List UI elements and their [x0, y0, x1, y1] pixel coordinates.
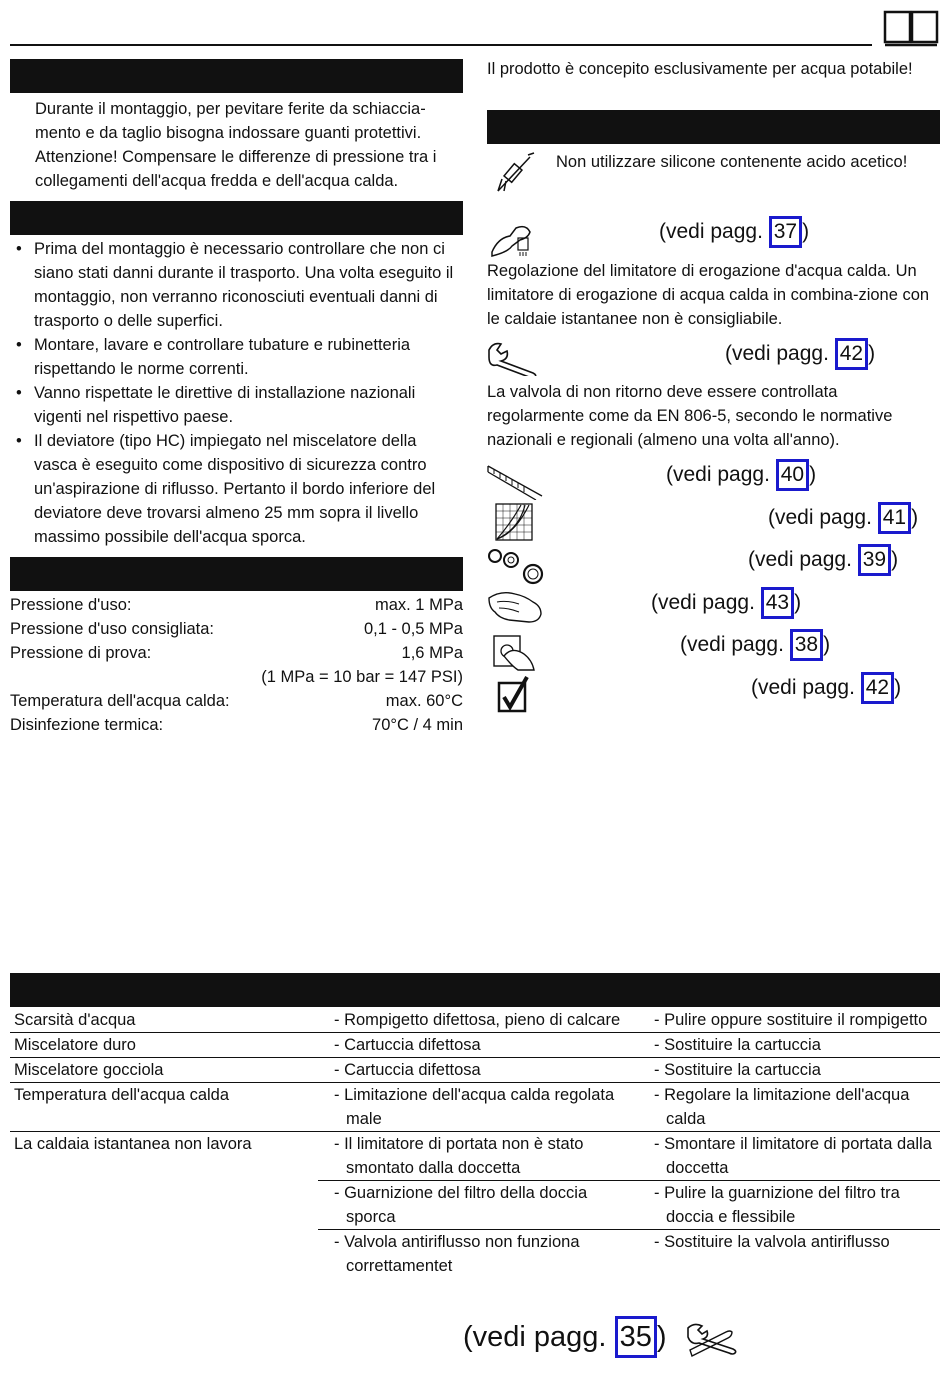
table-row: Temperatura dell'acqua calda - Limitazione dell'acqua calda regolata male - Regolare la limitazione dell'acqua calda: [10, 1083, 940, 1132]
spec-row: Pressione d'uso: max. 1 MPa: [10, 596, 463, 614]
page-link[interactable]: 41: [878, 502, 911, 534]
spec-row: (1 MPa = 10 bar = 147 PSI): [261, 668, 463, 686]
tools-icon: [684, 1320, 740, 1358]
checkbox-check-icon: [497, 675, 531, 713]
list-item: • Prima del montaggio è necessario controllare che non ci siano stati danni durante il trasporto. Una volta eseguito il montaggio, non verranno riconosciuti eventuali danni di trasporto o delle superfici.: [10, 237, 463, 333]
page-reference: (vedi pagg. 42 ): [751, 672, 901, 704]
table-row: - Valvola antiriflusso non funziona correttamentet - Sostituire la valvola antiriflusso: [334, 1233, 890, 1275]
spec-row: Temperatura dell'acqua calda: max. 60°C: [10, 692, 463, 710]
ruler-icon: [486, 460, 544, 500]
table-row: La caldaia istantanea non lavora - Il limitatore di portata non è stato smontato dalla doccetta - Smontare il limitatore di portata dalla doccetta: [10, 1132, 940, 1181]
table-row: Scarsità d'acqua - Rompigetto difettosa, pieno di calcare - Pulire oppure sostituire il rompigetto: [10, 1008, 940, 1033]
table-row: Miscelatore duro - Cartuccia difettosa - Sostituire la cartuccia: [10, 1033, 940, 1058]
list-item: • Vanno rispettate le direttive di installazione nazionali vigenti nel rispettivo paese.: [10, 381, 463, 429]
safety-text: Durante il montaggio, per pevitare ferite da schiaccia-mento e da taglio bisogna indossare guanti protettivi. Attenzione! Compensare le differenze di pressione tra i collegamenti dell'acqua fredda e dell'acqua calda.: [35, 100, 437, 190]
safety-heading-bar: [10, 59, 463, 93]
table-row: - Guarnizione del filtro della doccia sporca - Pulire la guarnizione del filtro tra doccia e flessibile: [10, 1181, 940, 1230]
open-book-icon: [883, 10, 939, 48]
flow-diagram-icon: [495, 503, 533, 541]
page-link[interactable]: 38: [790, 629, 823, 661]
page-link[interactable]: 40: [776, 459, 809, 491]
spec-row: Disinfezione termica: 70°C / 4 min: [10, 716, 463, 734]
specs-heading-bar: [10, 557, 463, 591]
cleaning-hand-icon: [487, 588, 545, 628]
wrench-icon: [487, 340, 543, 376]
page-reference: (vedi pagg. 40 ): [666, 459, 816, 491]
list-item: • Montare, lavare e controllare tubature e rubinetteria rispettando le norme correnti.: [10, 333, 463, 381]
spare-parts-icon: [487, 546, 545, 586]
spec-row: Pressione di prova: 1,6 MPa: [10, 644, 463, 662]
page-reference: (vedi pagg. 38 ): [680, 629, 830, 661]
hot-water-text: Regolazione del limitatore di erogazione d'acqua calda. Un limitatore di erogazione di acqua calda in combina-zione con le caldaie istantanee non è consigliabile.: [487, 262, 930, 328]
silicone-text: Non utilizzare silicone contenente acido acetico!: [556, 153, 908, 171]
installation-heading-bar: [10, 201, 463, 235]
table-row: Miscelatore gocciola - Cartuccia difettosa - Sostituire la cartuccia: [10, 1058, 940, 1083]
list-item: • Il deviatore (tipo HC) impiegato nel miscelatore della vasca è eseguito come dispositivo di sicurezza contro un'aspirazione di riflusso. Pertanto il bordo inferiore del deviatore deve trovarsi almeno 25 mm sopra il livello massimo possibile dell'acqua sporca.: [10, 429, 463, 549]
shower-head-icon: [488, 218, 536, 258]
potable-text: Il prodotto è concepito esclusivamente per acqua potabile!: [487, 60, 913, 78]
page-reference: (vedi pagg. 37 ): [659, 216, 809, 248]
page-link[interactable]: 43: [761, 587, 794, 619]
handle-turn-icon: [490, 632, 538, 672]
page-link[interactable]: 35: [615, 1316, 657, 1358]
troubleshooting-heading-bar: [10, 973, 940, 1007]
silicone-gun-icon: [492, 151, 536, 195]
header-rule: [10, 44, 872, 46]
troubleshooting-table: [10, 1008, 940, 1278]
page-reference: (vedi pagg. 41 ): [768, 502, 918, 534]
page-link[interactable]: 42: [861, 672, 894, 704]
page-reference: (vedi pagg. 43 ): [651, 587, 801, 619]
page-link[interactable]: 42: [835, 338, 868, 370]
page-link[interactable]: 39: [858, 544, 891, 576]
valve-text: La valvola di non ritorno deve essere controllata regolarmente come da EN 806-5, secondo le normative nazionali e regionali (almeno una volta all'anno).: [487, 383, 893, 449]
page-link[interactable]: 37: [769, 216, 802, 248]
page-reference: (vedi pagg. 39 ): [748, 544, 898, 576]
page-reference: (vedi pagg. 42 ): [725, 338, 875, 370]
specs-table: [10, 593, 463, 737]
installation-list: [10, 237, 463, 549]
symbols-heading-bar: [487, 110, 940, 144]
spec-row: Pressione d'uso consigliata: 0,1 - 0,5 MPa: [10, 620, 463, 638]
bottom-page-reference: (vedi pagg. 35 ): [463, 1316, 667, 1358]
